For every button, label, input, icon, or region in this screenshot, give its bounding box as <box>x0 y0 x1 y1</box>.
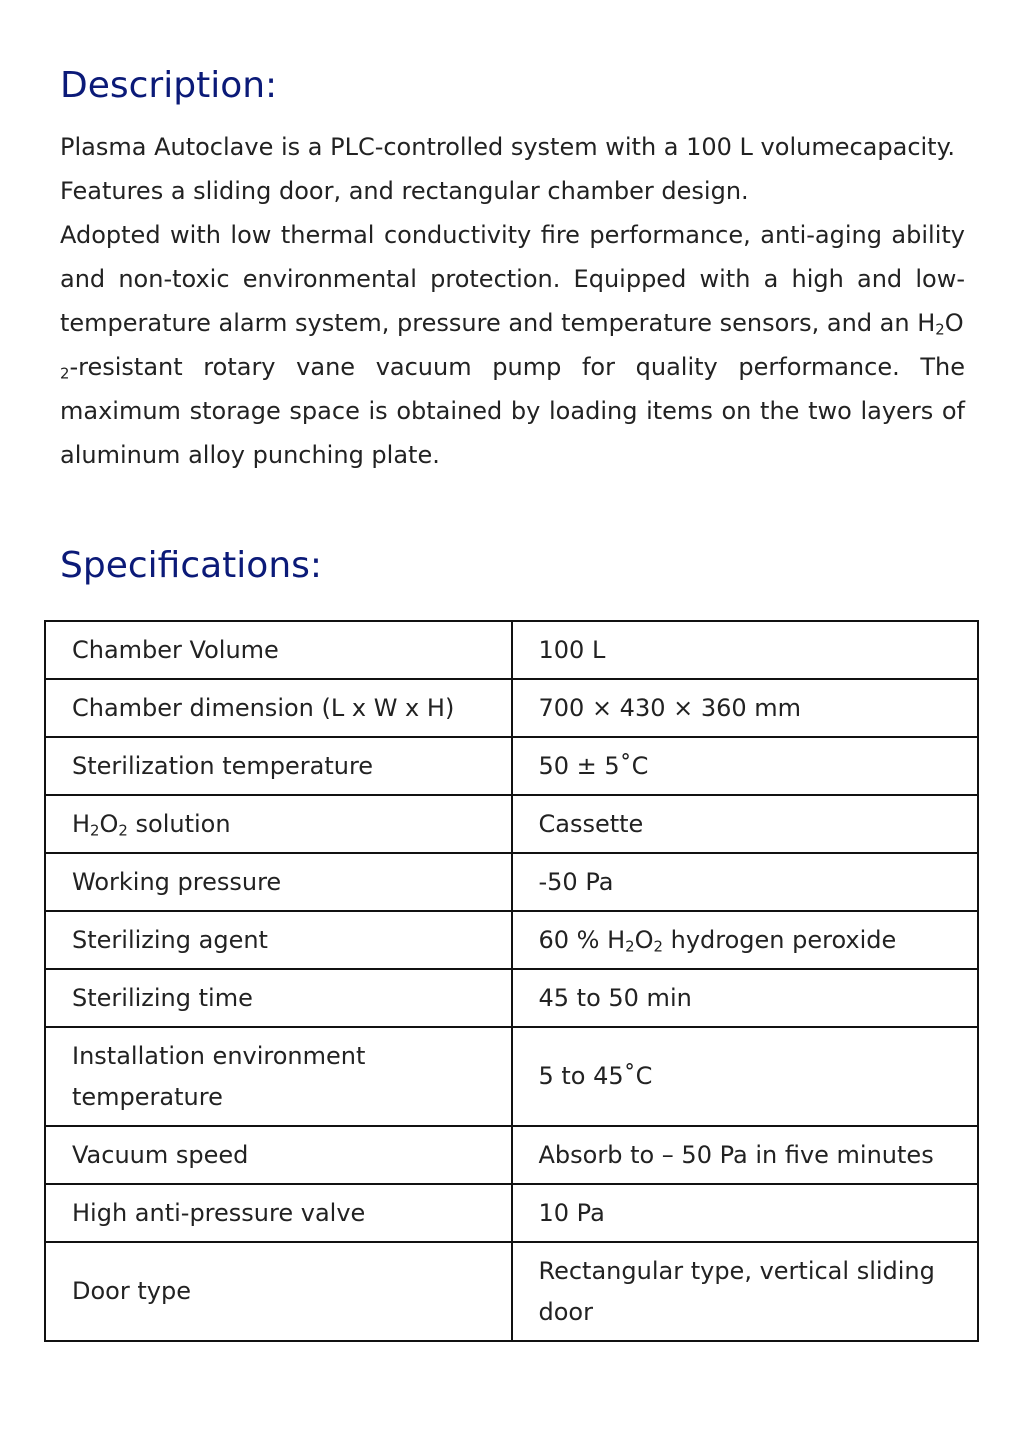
spec-label: Vacuum speed <box>45 1126 512 1184</box>
spec-label: Door type <box>45 1242 512 1341</box>
spec-label: Working pressure <box>45 853 512 911</box>
table-row <box>45 1242 978 1341</box>
spec-label: Sterilizing time <box>45 969 512 1027</box>
spec-label: Chamber Volume <box>45 621 512 679</box>
table-row <box>45 679 978 737</box>
subscript: 2 <box>90 821 100 840</box>
subscript: 2 <box>118 821 128 840</box>
spec-value: Rectangular type, vertical sliding door <box>512 1242 979 1341</box>
spec-value: Cassette <box>512 795 979 853</box>
description-paragraph-part: -resistant rotary vane vacuum pump for quality performance. The maximum storage space is obtained by loading items on the two layers of aluminum alloy punching plate. <box>60 353 965 469</box>
spec-value: 100 L <box>512 621 979 679</box>
spec-value-part: O <box>634 925 654 954</box>
spec-label: Installation environment temperature <box>45 1027 512 1126</box>
description-line-1: Plasma Autoclave is a PLC-controlled system with a 100 L volumecapacity. <box>60 133 955 161</box>
spec-label-part: O <box>99 809 119 838</box>
spec-label: Chamber dimension (L x W x H) <box>45 679 512 737</box>
spec-value: 700 × 430 × 360 mm <box>512 679 979 737</box>
spec-label: Sterilizing agent <box>45 911 512 969</box>
table-row <box>45 853 978 911</box>
spec-value <box>512 911 979 969</box>
spec-value: Absorb to – 50 Pa in five minutes <box>512 1126 979 1184</box>
spec-label-part: solution <box>127 809 231 838</box>
description-heading: Description: <box>60 65 278 106</box>
spec-value: 50 ± 5˚C <box>512 737 979 795</box>
spec-value: 45 to 50 min <box>512 969 979 1027</box>
specifications-table <box>44 620 979 1342</box>
spec-label <box>45 795 512 853</box>
spec-value: 5 to 45˚C <box>512 1027 979 1126</box>
subscript: 2 <box>653 937 663 956</box>
subscript: 2 <box>60 364 70 383</box>
table-row <box>45 911 978 969</box>
description-paragraph-part: O <box>944 309 964 337</box>
description-line-2: Features a sliding door, and rectangular chamber design. <box>60 177 749 205</box>
spec-label: High anti-pressure valve <box>45 1184 512 1242</box>
table-row <box>45 1027 978 1126</box>
table-row <box>45 1184 978 1242</box>
description-text <box>60 125 965 477</box>
specifications-heading: Specifications: <box>60 545 323 586</box>
table-row <box>45 621 978 679</box>
description-paragraph-part: Adopted with low thermal conductivity fire performance, anti-aging ability and non-toxic environmental protection. Equipped with a high and low-temperature alarm system, pressure and temperature sensors, and an H <box>60 221 965 337</box>
subscript: 2 <box>625 937 635 956</box>
spec-value-part: 60 % H <box>538 925 626 954</box>
table-row <box>45 969 978 1027</box>
table-row <box>45 1126 978 1184</box>
spec-label: Sterilization temperature <box>45 737 512 795</box>
subscript: 2 <box>935 320 945 339</box>
table-row <box>45 795 978 853</box>
description-paragraph <box>60 213 965 477</box>
spec-value: 10 Pa <box>512 1184 979 1242</box>
spec-value-part: hydrogen peroxide <box>662 925 897 954</box>
table-row <box>45 737 978 795</box>
spec-label-part: H <box>72 809 91 838</box>
spec-value: -50 Pa <box>512 853 979 911</box>
